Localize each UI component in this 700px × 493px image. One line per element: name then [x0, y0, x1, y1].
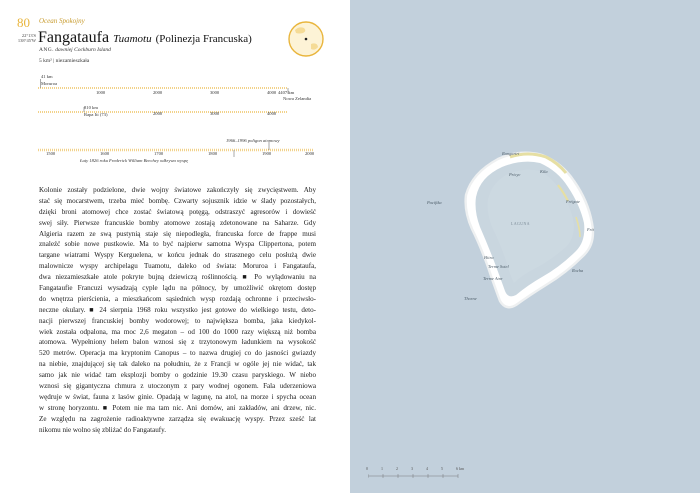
map-page	[350, 0, 700, 493]
bar2-tick-2000: 2000	[153, 111, 163, 116]
map-label-kila: Kila	[540, 169, 548, 174]
body-line: wznosi się gigantyczna chmura z utoczonym z pary wodnej ogonem. Fala uderzeniowa	[39, 382, 316, 391]
scale-bar	[368, 472, 468, 480]
body-line: swej siły. Pierwsze francuskie bomby atomowe zostają zdetonowane na Saharze. Gdy	[39, 218, 316, 227]
far-distance: 4407 km	[278, 90, 295, 95]
map-label-rangariri: Rangariri	[502, 151, 520, 156]
bar2-tick-4000: 4000	[267, 111, 277, 116]
map-label-terme-atnr: Terme Atnr	[483, 276, 503, 281]
latitude: 22°13'S	[21, 33, 36, 38]
far-place: Nowa Zelandia	[283, 96, 312, 101]
body-line: Fangataufie Francuzi wysadzają cyple lądu na północy, by umożliwić okrętom dostęp	[39, 284, 316, 293]
island-region: (Polinezja Francuska)	[155, 33, 252, 45]
scale-tick-3: 3	[411, 466, 413, 471]
map-label-pacifika: Pacifika	[427, 200, 442, 205]
body-line: neczne okulary. ■ 24 sierpnia 1968 roku wszystko jest gotowe do wielkiego testu, deto-	[39, 305, 316, 314]
body-line: wiek została odpalona, ma moc 2,6 megaton – od 100 do 1000 razy większą niż bomba	[39, 327, 316, 336]
timeline-event-bottom: Łuty 1826 roku Frederick William Beechey odkrywa wyspę	[80, 158, 189, 163]
map-label-pricyc: Pricyc	[509, 172, 521, 177]
timeline-tick-1800: 1800	[208, 151, 218, 156]
section-name: Ocean Spokojny	[39, 17, 85, 25]
map-label-frit: Frit	[587, 227, 594, 232]
language-prefix: ANG.	[39, 47, 54, 53]
body-line: malownicze wyspy archipelagu Tuamotu, daleko od świata: Moruroa i Fangataufa,	[39, 262, 316, 271]
timeline-tick-1700: 1700	[154, 151, 164, 156]
island-former-name	[39, 47, 111, 53]
longitude: 138°45'W	[17, 38, 36, 43]
timeline-tick-1500: 1500	[46, 151, 56, 156]
locator-globe-icon	[287, 20, 325, 58]
timeline-event-top: 1966–1996 poligon atomowy	[226, 138, 280, 143]
bar2-distance: 810 km	[84, 105, 98, 110]
body-line: w stronę horyzontu. ■ Potem nie ma tam nic. Ani domów, ani zakładów, ani drzew, nic.	[39, 403, 316, 412]
map-label-fregate: Frégate	[566, 199, 580, 204]
distance-bar-2	[38, 104, 328, 120]
near-distance: 41 km	[41, 74, 53, 79]
scale-tick-0: 0	[366, 466, 368, 471]
body-line: Ze względu na zagrożenie radioaktywne zarządza się ewakuację wyspy. Przez sześć lat	[39, 414, 316, 423]
body-line: Kolonie zostały podzielone, dwie wojny światowe zakończyły się zwycięstwem. Aby	[39, 186, 316, 194]
island-title	[38, 29, 252, 47]
body-line: dwa niezamieszkałe atole pokryte bujną dziewiczą roślinnością. ■ Po wylądowaniu na	[39, 273, 316, 282]
atoll-map	[450, 145, 610, 315]
timeline-tick-1600: 1600	[100, 151, 110, 156]
map-label-terme-sotel: Terme Sotel	[488, 264, 509, 269]
body-line: na niebie, znajdującej się tak daleko na południu, że z Francji w ogóle jej nie widać, tak	[39, 360, 316, 369]
body-line: targane wiatrami Wyspy Kerguelena, w końcu jednak do strasznego celu posłużą dwie	[39, 251, 316, 260]
near-place: Moruroa	[41, 81, 58, 86]
body-text	[39, 185, 316, 435]
former-name: dawniej Cockburn Island	[55, 47, 111, 53]
coordinates	[10, 33, 36, 43]
body-line: samo jak nie widać tam eksplozji bomby o godzinie 19.30 czasu paryskiego. W niebo	[39, 371, 316, 380]
body-line: znaleźć sobie nowe pustkowie. Ma to być najpierw samotna Wyspa Clippertona, potem	[39, 240, 316, 249]
page-number: 80	[17, 15, 30, 30]
body-line: wędruje w świat, fauna z lasów ginie. Opadają w lagunę, na atol, na morze i spycha ocean	[39, 392, 316, 401]
body-line: atomowa. Wypełniony helem balon wznosi się z trzytonowym ładunkiem na wysokość	[39, 338, 316, 347]
bar1-tick-4000: 4000	[267, 90, 277, 95]
body-line: Algieria razem ze swą pustynią staje się niepodległa, francuska force de frappe musi	[39, 229, 316, 238]
body-line: nacji pierwszej francuskiej bomby wodorowej; to największa bomba, jaka kiedykol-	[39, 316, 316, 325]
scale-tick-2: 2	[396, 466, 398, 471]
body-line: nikomu nie wolno się zbliżać do Fangataufy.	[39, 425, 166, 434]
map-label-lagoon: LAGUNA	[511, 222, 531, 226]
map-label-hitra: Hitra	[484, 255, 494, 260]
body-line: dzięki broni atomowej chce zostać światową potęgą, odstraszyć agresorów i dowieść	[39, 207, 316, 216]
bar1-tick-1000: 1000	[96, 90, 106, 95]
timeline-tick-1900: 1900	[262, 151, 272, 156]
map-label-rocha: Rocha	[572, 268, 584, 273]
body-line: stać się mocarstwem, trzeba mieć bombę. Czwarty sojusznik idzie w ślady pozostałych,	[39, 196, 316, 205]
bar1-tick-2000: 2000	[153, 90, 163, 95]
island-name: Fangataufa	[38, 29, 110, 46]
body-line: do wnętrza pierścienia, a mieszkańcom sąsiednich wysp rozdają ochronne i przeciwsło-	[39, 294, 316, 303]
island-alt-name: Tuamotu	[113, 33, 152, 45]
island-area: 5 km² | niezamieszkała	[39, 58, 90, 64]
bar2-place: Rapa Iti (73)	[84, 112, 108, 117]
scale-tick-6: 6 km	[456, 466, 465, 471]
scale-tick-1: 1	[381, 466, 383, 471]
scale-tick-4: 4	[426, 466, 428, 471]
bar1-tick-3000: 3000	[210, 90, 220, 95]
bar2-tick-3000: 3000	[210, 111, 220, 116]
map-label-thorne: Thorne	[464, 296, 477, 301]
scale-tick-5: 5	[441, 466, 443, 471]
body-line: 520 metrów. Operacja ma kryptonim Canopus – to nazwa drugiej co do jasności gwiazdy	[39, 349, 316, 358]
timeline-tick-2000: 2000	[305, 151, 315, 156]
